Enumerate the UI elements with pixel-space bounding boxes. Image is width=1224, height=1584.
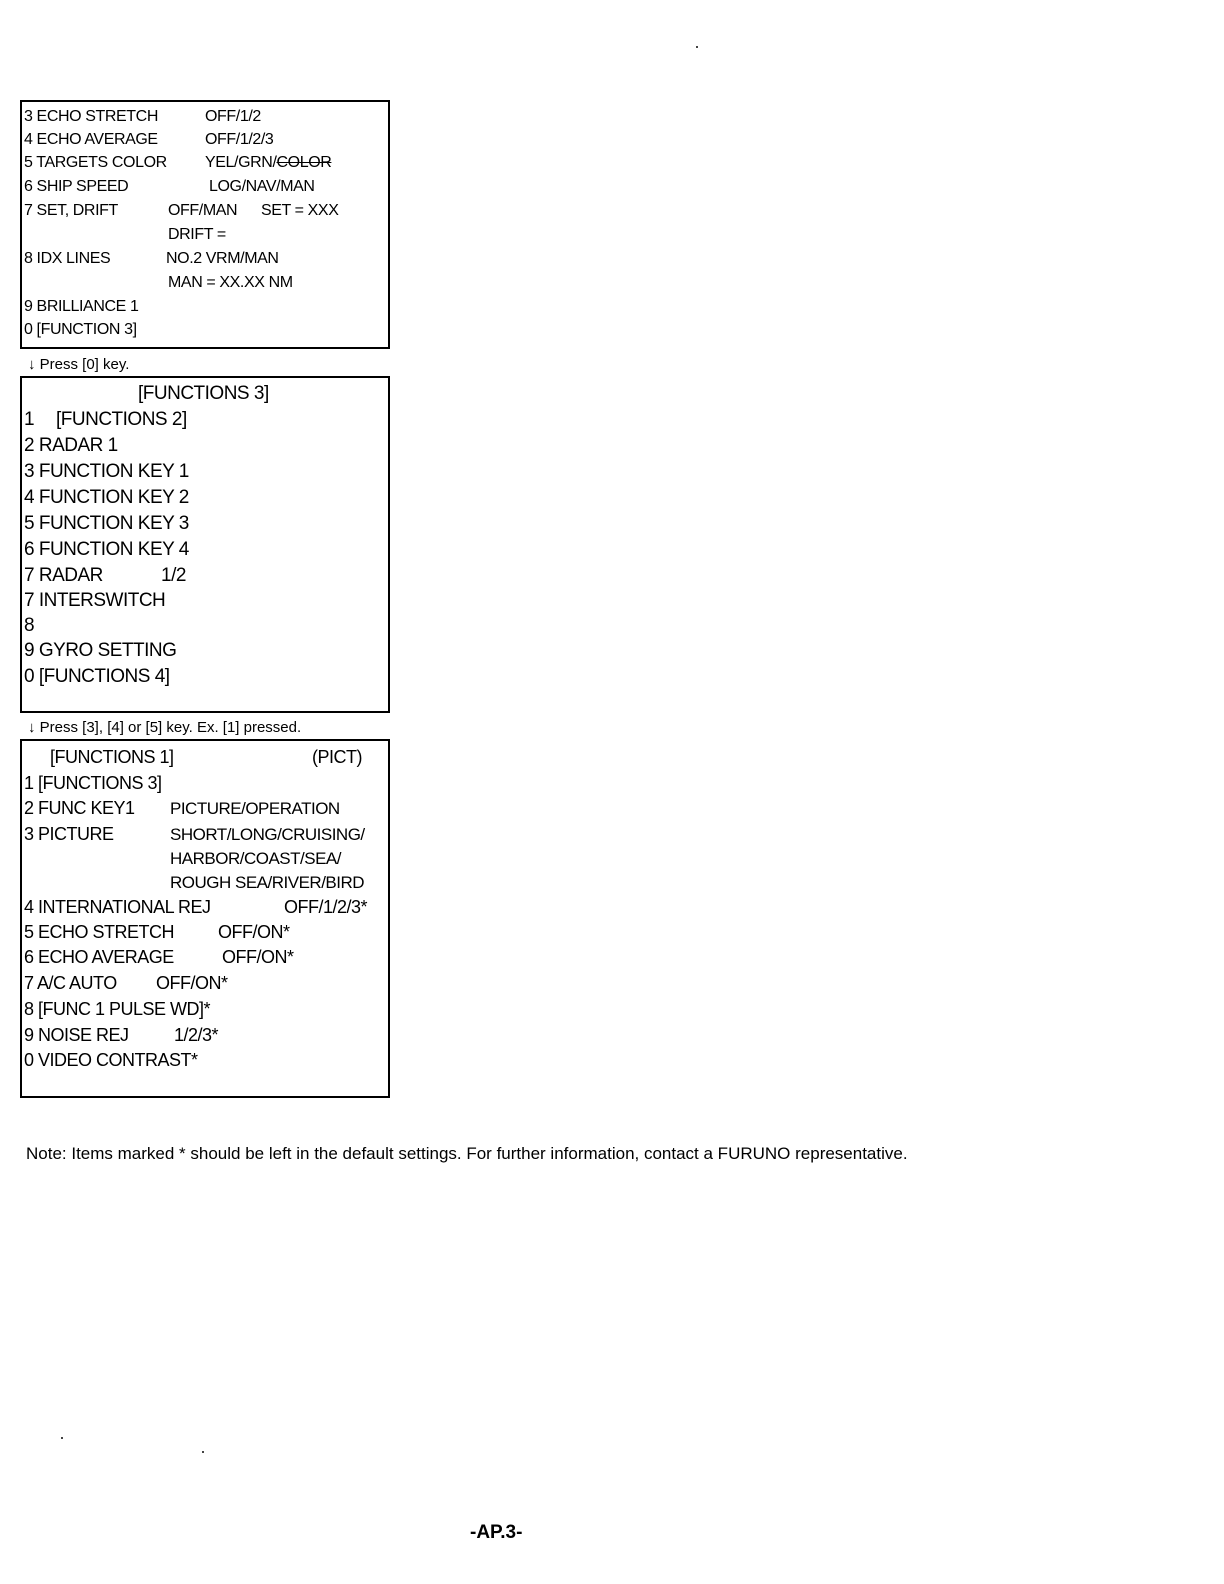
menu3-row-11-label: 9 NOISE REJ (24, 1025, 129, 1045)
menu1-row-5-label: 7 SET, DRIFT (24, 202, 118, 219)
menu2-row-8-label: 7 INTERSWITCH (24, 590, 166, 611)
menu2-row-1-value: [FUNCTIONS 2] (56, 409, 187, 430)
menu1-row-4-value: LOG/NAV/MAN (209, 178, 315, 195)
menu1-row-7-label: 8 IDX LINES (24, 250, 111, 267)
menu1-row-4-label: 6 SHIP SPEED (24, 178, 129, 195)
menu1-row-10-label: 0 [FUNCTION 3] (24, 321, 137, 338)
menu1-row-9-label: 9 BRILLIANCE 1 (24, 298, 139, 315)
menu3-row-8-value: OFF/ON* (222, 947, 294, 967)
menu-box-functions-3 (20, 376, 390, 713)
menu3-row-4-value: HARBOR/COAST/SEA/ (170, 849, 341, 868)
menu3-row-3-label: 3 PICTURE (24, 824, 114, 844)
menu3-title-right: (PICT) (312, 747, 362, 767)
menu2-row-9-label: 8 (24, 615, 35, 636)
menu1-row-5-set: SET = XXX (261, 202, 339, 219)
menu1-row-3-value (205, 154, 331, 172)
scan-speck (696, 46, 698, 48)
menu2-row-4-label: 4 FUNCTION KEY 2 (24, 487, 189, 508)
menu2-row-5-label: 5 FUNCTION KEY 3 (24, 513, 189, 534)
menu2-row-2-label: 2 RADAR 1 (24, 435, 118, 456)
menu3-row-6-label: 4 INTERNATIONAL REJ (24, 897, 211, 917)
menu2-row-1-label: 1 (24, 409, 35, 430)
menu1-row-3-value-text: YEL/GRN/ (205, 154, 277, 171)
menu3-row-11-value: 1/2/3* (174, 1025, 219, 1045)
menu3-row-8-label: 6 ECHO AVERAGE (24, 947, 174, 967)
menu3-row-3-value: SHORT/LONG/CRUISING/ (170, 825, 365, 844)
menu3-row-12-label: 0 VIDEO CONTRAST* (24, 1050, 198, 1070)
step-2-instruction: ↓ Press [3], [4] or [5] key. Ex. [1] pressed. (28, 719, 302, 736)
menu-box-functions-2-continued (20, 100, 390, 349)
menu1-row-1-value: OFF/1/2 (205, 108, 261, 125)
menu2-row-7-value: 1/2 (161, 565, 186, 586)
menu1-row-2-label: 4 ECHO AVERAGE (24, 131, 158, 148)
menu1-row-5-value: OFF/MAN (168, 202, 238, 219)
menu1-row-3-label: 5 TARGETS COLOR (24, 154, 167, 171)
page-number: -AP.3- (470, 1522, 523, 1543)
note-text: Note: Items marked * should be left in the default settings. For further information, contact a FURUNO representative. (26, 1144, 908, 1163)
menu2-row-7-label: 7 RADAR (24, 565, 103, 586)
menu3-row-2-value: PICTURE/OPERATION (170, 799, 340, 818)
menu1-row-1-label: 3 ECHO STRETCH (24, 108, 158, 125)
menu-box-functions-1 (20, 739, 390, 1098)
menu3-row-7-label: 5 ECHO STRETCH (24, 922, 175, 942)
menu3-row-9-value: OFF/ON* (156, 973, 228, 993)
menu2-row-6-label: 6 FUNCTION KEY 4 (24, 539, 189, 560)
menu2-row-11-label: 0 [FUNCTIONS 4] (24, 666, 170, 687)
menu3-row-7-value: OFF/ON* (218, 922, 290, 942)
menu2-row-3-label: 3 FUNCTION KEY 1 (24, 461, 189, 482)
menu3-row-2-label: 2 FUNC KEY1 (24, 798, 135, 818)
menu3-row-6-value: OFF/1/2/3* (284, 897, 368, 917)
menu3-row-1-label: 1 [FUNCTIONS 3] (24, 773, 162, 793)
menu1-row-6-value: DRIFT = (168, 226, 226, 243)
step-1-instruction: ↓ Press [0] key. (28, 356, 130, 373)
menu1-row-8-value: MAN = XX.XX NM (168, 274, 293, 291)
menu3-row-9-label: 7 A/C AUTO (24, 973, 117, 993)
menu1-row-3-struck-option: COLOR (276, 154, 332, 171)
menu3-title: [FUNCTIONS 1] (50, 747, 174, 767)
menu2-row-10-label: 9 GYRO SETTING (24, 640, 177, 661)
menu1-row-2-value: OFF/1/2/3 (205, 131, 274, 148)
menu1-row-7-value: NO.2 VRM/MAN (166, 250, 279, 267)
scan-speck (61, 1437, 63, 1439)
menu3-row-5-value: ROUGH SEA/RIVER/BIRD (170, 873, 365, 892)
menu3-row-10-label: 8 [FUNC 1 PULSE WD]* (24, 999, 211, 1019)
menu2-title: [FUNCTIONS 3] (138, 383, 269, 404)
scan-speck (202, 1451, 204, 1453)
